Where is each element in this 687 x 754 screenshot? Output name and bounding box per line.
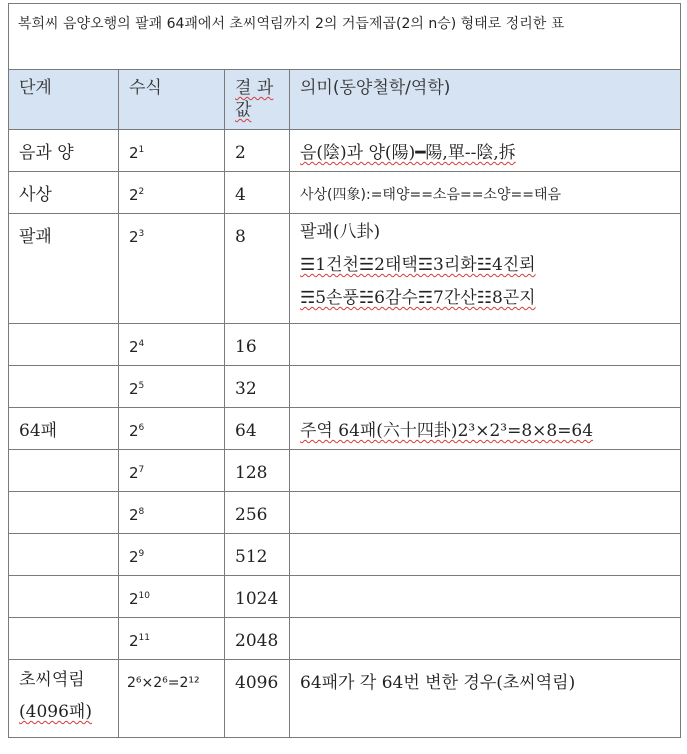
meaning-cell: 주역 64패(六十四卦)2³×2³=8×8=64 xyxy=(290,408,681,450)
stage-cell: 64패 xyxy=(9,408,119,450)
stage-cell: 팔괘 xyxy=(9,214,119,324)
formula-cell: 2⁶×2⁶=2¹² xyxy=(119,660,225,738)
formula-cell: $2^6$ xyxy=(119,408,225,450)
stage-cell xyxy=(9,492,119,534)
table-row xyxy=(9,576,681,618)
table-row xyxy=(9,324,681,366)
result-cell: 64 xyxy=(225,408,290,450)
formula-cell: $2^8$ xyxy=(119,492,225,534)
meaning-cell xyxy=(290,450,681,492)
result-cell: 512 xyxy=(225,534,290,576)
meaning-cell: 사상(四象):=태양==소음==소양==태음 xyxy=(290,172,681,214)
stage-cell xyxy=(9,366,119,408)
result-cell: 8 xyxy=(225,214,290,324)
formula-cell: $2^5$ xyxy=(119,366,225,408)
formula-cell: $2^4$ xyxy=(119,324,225,366)
formula-cell: $2^7$ xyxy=(119,450,225,492)
table-row xyxy=(9,366,681,408)
stage-cell xyxy=(9,576,119,618)
meaning-cell xyxy=(290,324,681,366)
stage-cell: 초씨역림 (4096패) xyxy=(9,660,119,738)
stage-cell: 음과 양 xyxy=(9,130,119,172)
meaning-cell xyxy=(290,576,681,618)
header-stage: 단계 xyxy=(9,70,119,130)
table-row xyxy=(9,492,681,534)
formula-cell: $2^{11}$ xyxy=(119,618,225,660)
meaning-cell xyxy=(290,618,681,660)
result-cell: 32 xyxy=(225,366,290,408)
table-row xyxy=(9,450,681,492)
meaning-cell: 음(陰)과 양(陽)━陽,單--陰,拆 xyxy=(290,130,681,172)
result-cell: 256 xyxy=(225,492,290,534)
header-result: 결 과 값 xyxy=(225,70,290,130)
header-meaning: 의미(동양철학/역학) xyxy=(290,70,681,130)
result-cell: 128 xyxy=(225,450,290,492)
table-row xyxy=(9,172,681,214)
meaning-cell xyxy=(290,492,681,534)
stage-cell xyxy=(9,450,119,492)
meaning-cell: 팔괘(八卦) ☰1건천☱2태택☲3리화☳4진뢰 ☴5손풍☵6감수☶7간산☷8곤지 xyxy=(290,214,681,324)
formula-cell: $2^2$ xyxy=(119,172,225,214)
table-row xyxy=(9,660,681,738)
result-cell: 16 xyxy=(225,324,290,366)
stage-cell xyxy=(9,618,119,660)
header-formula: 수식 xyxy=(119,70,225,130)
result-cell: 1024 xyxy=(225,576,290,618)
table-caption: 복희씨 음양오행의 팔괘 64괘에서 초씨역림까지 2의 거듭제곱(2의 n승) 형태로 정리한 표 xyxy=(9,4,681,70)
formula-cell: $2^{10}$ xyxy=(119,576,225,618)
result-cell: 4 xyxy=(225,172,290,214)
meaning-cell: 64패가 각 64번 변한 경우(초씨역림) xyxy=(290,660,681,738)
result-cell: 4096 xyxy=(225,660,290,738)
formula-cell: $2^3$ xyxy=(119,214,225,324)
table-row xyxy=(9,130,681,172)
stage-cell xyxy=(9,534,119,576)
table-row xyxy=(9,618,681,660)
table-row xyxy=(9,408,681,450)
stage-cell: 사상 xyxy=(9,172,119,214)
table-row xyxy=(9,214,681,324)
table-row xyxy=(9,534,681,576)
stage-cell xyxy=(9,324,119,366)
result-cell: 2048 xyxy=(225,618,290,660)
power-table xyxy=(8,3,681,738)
meaning-cell xyxy=(290,534,681,576)
result-cell: 2 xyxy=(225,130,290,172)
formula-cell: $2^1$ xyxy=(119,130,225,172)
formula-cell: $2^9$ xyxy=(119,534,225,576)
meaning-cell xyxy=(290,366,681,408)
